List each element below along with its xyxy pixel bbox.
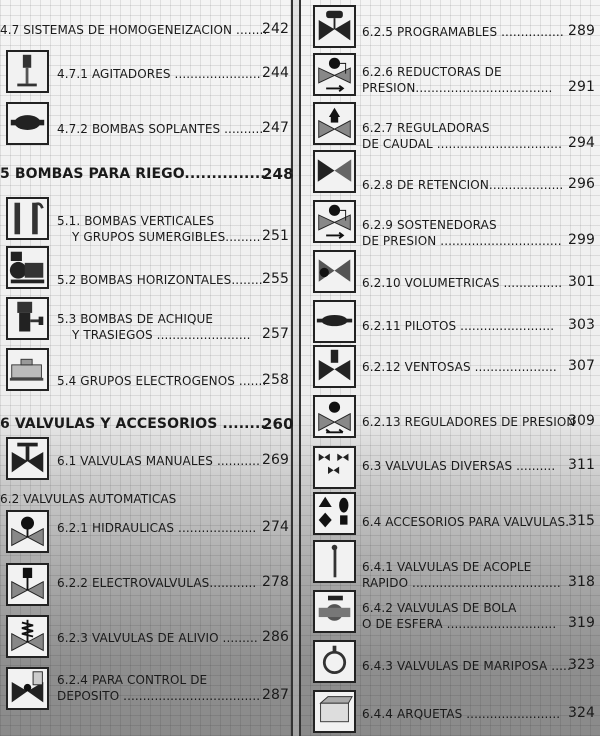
toc-entry-title: DE CAUDAL ................................ [362,137,563,151]
toc-entry[interactable] [0,491,176,507]
horizontal-pump-icon [6,246,49,289]
toc-entry[interactable] [362,559,596,591]
toc-entry[interactable] [362,705,596,722]
toc-entry[interactable] [0,21,290,38]
toc-page-number: 301 [568,274,596,290]
toc-page-number: 323 [568,657,596,673]
toc-entry-title: 5 BOMBAS PARA RIEGO............... [0,166,266,182]
relief-valve-icon [6,615,49,658]
pressure-regulator-icon [313,395,356,438]
toc-page-number: 299 [568,232,596,248]
vertical-pump-icon [6,197,49,240]
toc-entry[interactable] [362,657,596,674]
toc-entry[interactable] [362,358,596,375]
toc-entry-title: 6.4.2 VALVULAS DE BOLA [362,601,517,615]
toc-page-number: 294 [568,135,596,151]
toc-entry[interactable] [362,23,596,40]
toc-page-number: 296 [568,176,596,192]
toc-entry[interactable] [362,176,596,193]
blower-pump-icon [6,102,49,145]
butterfly-valve-icon [313,640,356,683]
toc-entry[interactable] [362,457,596,474]
toc-entry-title: 6 VALVULAS Y ACCESORIOS ........ [0,416,266,432]
toc-page-number: 303 [568,317,596,333]
flow-regulating-valve-icon [313,102,356,145]
toc-page-number: 242 [262,21,290,37]
toc-page-number: 269 [262,452,290,468]
toc-entry-title: 5.1. BOMBAS VERTICALES [57,214,215,228]
toc-page-number: 248 [262,165,294,183]
toc-entry-title: 4.7 SISTEMAS DE HOMOGENEIZACION ........ [0,23,268,37]
generator-icon [6,348,49,391]
toc-entry[interactable] [362,513,596,530]
toc-entry[interactable] [0,165,294,183]
toc-entry-title: DEPOSITO ................................... [57,689,261,703]
toc-entry[interactable] [57,452,290,469]
toc-entry[interactable] [362,274,596,291]
column-divider [291,0,301,736]
toc-entry-title: O DE ESFERA ............................ [362,617,557,631]
toc-entry-title: 6.4.3 VALVULAS DE MARIPOSA ..... [362,659,571,673]
toc-entry[interactable] [57,311,290,343]
toc-page-number: 318 [568,574,596,590]
toc-entry[interactable] [362,600,596,632]
toc-entry-title: DE PRESION ............................... [362,234,562,248]
toc-entry-title: 6.2.10 VOLUMETRICAS ............... [362,276,563,290]
toc-entry[interactable] [362,120,596,152]
toc-page-number: 244 [262,65,290,81]
toc-entry-title: Y TRASIEGOS ........................ [72,328,251,342]
toc-entry[interactable] [57,629,290,646]
toc-page-number: 258 [262,372,290,388]
toc-entry-title: 6.4.4 ARQUETAS ........................ [362,707,561,721]
toc-entry-title: PRESION................................... [362,81,553,95]
toc-entry[interactable] [57,519,290,536]
toc-page-number: 289 [568,23,596,39]
toc-entry[interactable] [362,217,596,249]
toc-entry-title: 6.2.9 SOSTENEDORAS [362,218,497,232]
toc-page-number: 274 [262,519,290,535]
toc-entry[interactable] [362,317,596,334]
toc-entry-title: 4.7.1 AGITADORES ...................... [57,67,261,81]
toc-entry-title: 6.2.4 PARA CONTROL DE [57,673,208,687]
toc-page-number: 278 [262,574,290,590]
toc-page-number: 287 [262,687,290,703]
toc-entry-title: 6.2.13 REGULADORES DE PRESION [362,415,576,429]
manual-valve-icon [6,437,49,480]
solenoid-valve-icon [6,563,49,606]
tank-control-valve-icon [6,667,49,710]
ball-valve-icon [313,590,356,633]
toc-page-number: 315 [568,513,596,529]
toc-entry-title: 6.2.7 REGULADORAS [362,121,490,135]
toc-entry-title: 6.2.5 PROGRAMABLES ................ [362,25,564,39]
toc-entry-title: 6.2.11 PILOTOS ........................ [362,319,555,333]
toc-entry[interactable] [57,65,290,82]
toc-page-number: 286 [262,629,290,645]
volumetric-valve-icon [313,250,356,293]
toc-entry-title: 6.1 VALVULAS MANUALES ........... [57,454,260,468]
toc-entry-title: 6.2.6 REDUCTORAS DE [362,65,502,79]
toc-entry-title: 6.2.8 DE RETENCION................... [362,178,564,192]
pressure-reducing-valve-icon [313,53,356,96]
toc-entry-title: RAPIDO ...................................... [362,576,561,590]
toc-entry-title: 5.4 GRUPOS ELECTROGENOS ....... [57,374,267,388]
pressure-sustaining-valve-icon [313,200,356,243]
toc-entry[interactable] [57,213,290,245]
toc-entry-title: 6.2.3 VALVULAS DE ALIVIO ......... [57,631,258,645]
toc-entry-title: 6.4.1 VALVULAS DE ACOPLE [362,560,532,574]
agitator-icon [6,50,49,93]
toc-page-number: 257 [262,326,290,342]
pilot-icon [313,300,356,343]
toc-page-number: 319 [568,615,596,631]
toc-entry-title: 6.3 VALVULAS DIVERSAS .......... [362,459,556,473]
various-valves-icon [313,446,356,489]
toc-entry[interactable] [0,415,294,433]
toc-entry[interactable] [57,574,290,591]
air-valve-icon [313,345,356,388]
programmable-valve-icon [313,5,356,48]
toc-entry-title: 5.3 BOMBAS DE ACHIQUE [57,312,214,326]
toc-page-number: 311 [568,457,596,473]
toc-entry[interactable] [57,672,290,704]
toc-entry-title: 5.2 BOMBAS HORIZONTALES........ [57,273,263,287]
valve-accessories-icon [313,492,356,535]
toc-page-number: 247 [262,120,290,136]
toc-page-number: 307 [568,358,596,374]
toc-page-number: 260 [262,415,294,433]
toc-entry[interactable] [57,120,290,137]
drainage-pump-icon [6,297,49,340]
toc-entry-title: 6.4 ACCESORIOS PARA VALVULAS. [362,515,570,529]
toc-page-number: 251 [262,228,290,244]
toc-entry[interactable] [362,413,596,430]
quick-coupling-valve-icon [313,540,356,583]
toc-entry-title: 6.2.1 HIDRAULICAS .................... [57,521,257,535]
toc-entry[interactable] [57,372,290,389]
hydraulic-valve-icon [6,510,49,553]
check-valve-icon [313,150,356,193]
toc-entry[interactable] [57,271,290,288]
toc-entry-title: 6.2 VALVULAS AUTOMATICAS [0,492,177,506]
toc-page-number: 291 [568,79,596,95]
toc-entry-title: Y GRUPOS SUMERGIBLES......... [72,230,261,244]
valve-box-icon [313,690,356,733]
toc-entry[interactable] [362,64,596,96]
toc-page-number: 255 [262,271,290,287]
toc-page-number: 324 [568,705,596,721]
toc-page-number: 309 [568,413,596,429]
toc-entry-title: 6.2.12 VENTOSAS ..................... [362,360,557,374]
toc-entry-title: 6.2.2 ELECTROVALVULAS............ [57,576,257,590]
toc-entry-title: 4.7.2 BOMBAS SOPLANTES .......... [57,122,264,136]
